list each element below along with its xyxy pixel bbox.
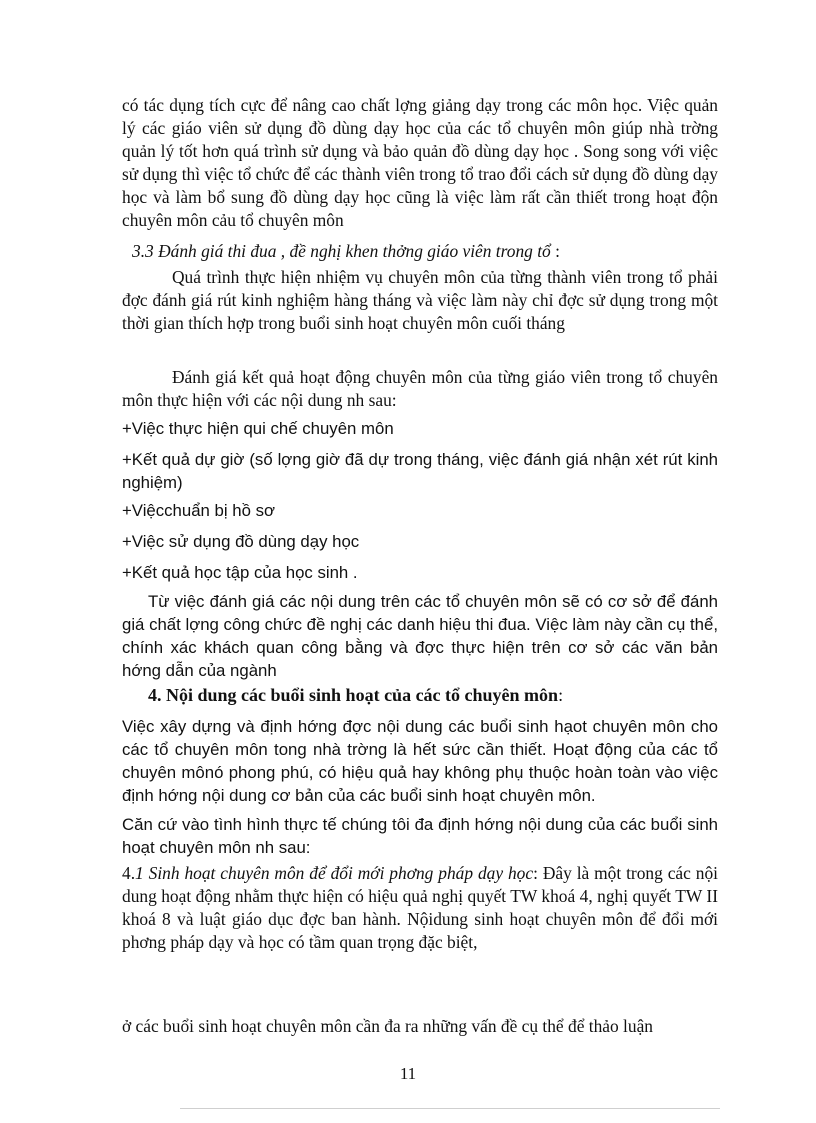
section-4-1-body: : Đây là một trong các nội dung hoạt động nhằm thực hiện có hiệu quả nghị quyết TW khoá 4, nghị quyết TW II khoá 8 và luật giáo dục đợc ban hành. Nộidung sinh hoạt chuyên môn để đổi mới phơng pháp dạy và học có tầm quan trọng đặc biệt, bbox=[122, 863, 718, 952]
list-item: +Việcchuẩn bị hồ sơ bbox=[122, 501, 275, 520]
paragraph-monthly-evaluation: Quá trình thực hiện nhiệm vụ chuyên môn của từng thành viên trong tổ phải đợc đánh giá rút kinh nghiệm hàng tháng và việc làm này chỉ đợc sử dụng trong một thời gian thích hợp trong buổi sinh hoạt chuyên môn cuối tháng bbox=[122, 267, 718, 333]
footer-divider bbox=[180, 1108, 720, 1109]
paragraph-equipment-usage: có tác dụng tích cực để nâng cao chất lợng giảng dạy trong các môn học. Việc quản lý các giáo viên sử dụng đồ dùng dạy học của các tổ chuyên môn giúp nhà trờng quản lý tốt hơn quá trình sử dụng và bảo quản đồ dùng dạy học . Song song với việc sử dụng thì việc tổ chức để các thành viên trong tổ trao đổi cách sử dụng đồ dùng dạy học và làm bổ sung đồ dùng dạy học cũng là việc làm rất cần thiết trong hoạt độn chuyên môn cảu tổ chuyên môn bbox=[122, 95, 718, 230]
paragraph-evaluation-contents: Đánh giá kết quả hoạt động chuyên môn của từng giáo viên trong tổ chuyên môn thực hiện với các nội dung nh sau: bbox=[122, 367, 718, 410]
paragraph-basis: Căn cứ vào tình hình thực tế chúng tôi đa định hớng nội dung của các buổi sinh hoạt chuyên môn nh sau: bbox=[122, 815, 718, 857]
list-item: +Việc sử dụng đồ dùng dạy học bbox=[122, 532, 360, 551]
list-item: +Việc thực hiện qui chế chuyên môn bbox=[122, 419, 394, 438]
section-4-colon: : bbox=[558, 685, 564, 705]
section-4-1-title: 1 Sinh hoạt chuyên môn để đổi mới phơng pháp dạy học bbox=[135, 863, 534, 883]
list-item: +Kết quả học tập của học sinh . bbox=[122, 563, 358, 582]
page-number: 11 bbox=[399, 1064, 417, 1083]
paragraph-discussion: ở các buổi sinh hoạt chuyên môn cần đa ra những vấn đề cụ thể để thảo luận bbox=[122, 1016, 653, 1036]
paragraph-emulation-titles: Từ việc đánh giá các nội dung trên các tổ chuyên môn sẽ có cơ sở để đánh giá chất lợng công chức đề nghị các danh hiệu thi đua. Việc làm này cần cụ thể, chính xác khách quan công bằng và đợc thực hiện trên cơ sở các văn bản hớng dẫn của ngành bbox=[122, 592, 718, 680]
section-3-3-title: 3.3 Đánh giá thi đua , đề nghị khen thởng giáo viên trong tổ bbox=[132, 241, 551, 261]
section-4-heading bbox=[148, 685, 728, 706]
section-4-1-number: 4. bbox=[122, 863, 136, 883]
list-item: +Kết quả dự giờ (số lợng giờ đã dự trong tháng, việc đánh giá nhận xét rút kinh nghiệm) bbox=[122, 450, 718, 492]
section-4-title: 4. Nội dung các buổi sinh hoạt của các tổ chuyên môn bbox=[148, 685, 559, 705]
paragraph-orientation: Việc xây dựng và định hớng đợc nội dung các buổi sinh hạot chuyên môn cho các tổ chuyên môn tong nhà trờng là hết sức cần thiết. Hoạt động của các tổ chuyên mônó phong phú, có hiệu quả hay không phụ thuộc hoàn toàn vào việc định hớng nội dung cơ bản của các buổi sinh hoạt chuyên môn. bbox=[122, 717, 718, 805]
section-4-1-paragraph bbox=[122, 862, 718, 954]
section-3-3-heading bbox=[132, 240, 728, 263]
section-3-3-colon: : bbox=[550, 241, 560, 261]
